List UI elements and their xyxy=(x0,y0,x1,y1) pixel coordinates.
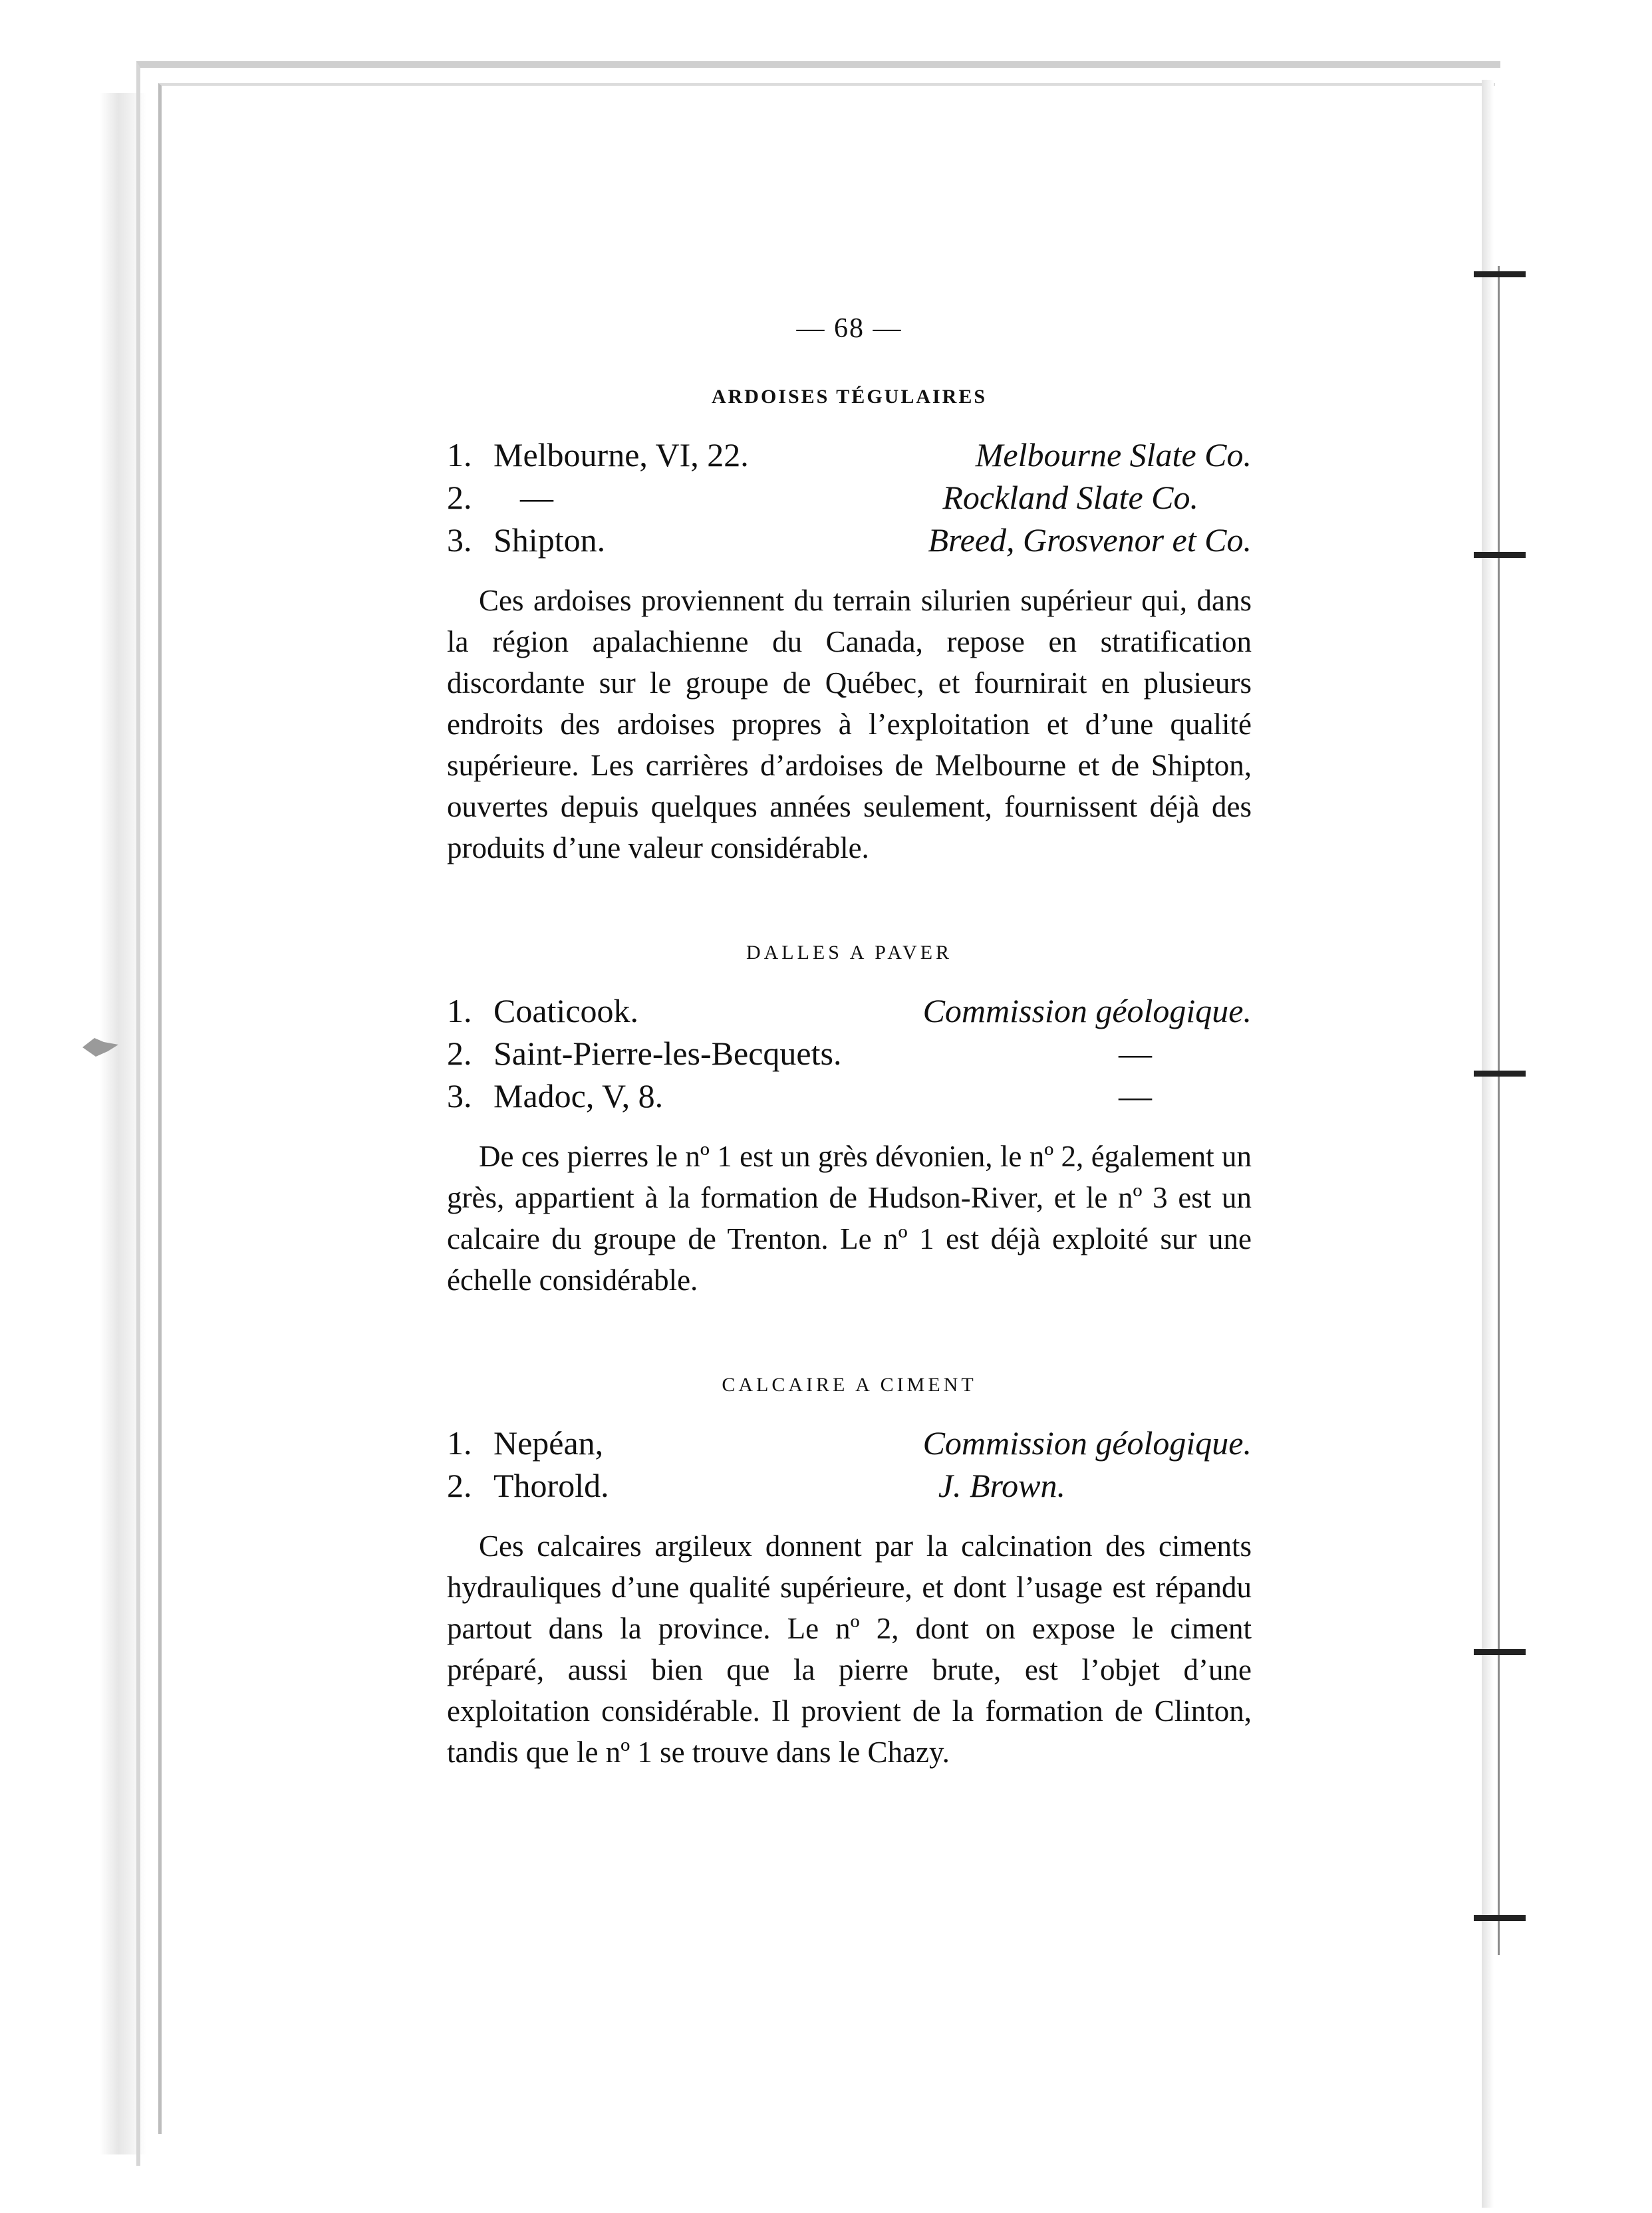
entry-number: 1. xyxy=(447,1424,472,1462)
entry-exhibitor: Rockland Slate Co. xyxy=(942,479,1198,516)
entry-number: 1. xyxy=(447,992,472,1029)
specimen-list xyxy=(447,1422,1252,1507)
paper-tear-mark xyxy=(81,1034,121,1061)
paragraph-text: Ces calcaires argileux donnent par la calcination des ciments hydrauliques d’une qualité supérieure, et dont l’usage est répandu partout dans la province. Le nº 2, dont on expose le ciment préparé, aussi bien que la pierre brute, est l’objet d’une exploitation considérable. Il provient de la formation de Clinton, tandis que le nº 1 se trouve dans le Chazy. xyxy=(447,1529,1252,1769)
specimen-list xyxy=(447,434,1252,561)
specimen-entry xyxy=(447,1422,1252,1464)
entry-number: 1. xyxy=(447,436,472,473)
section-paragraph xyxy=(447,1136,1252,1301)
entry-locality: Thorold. xyxy=(493,1467,609,1504)
section-heading: CALCAIRE A CIMENT xyxy=(722,1374,977,1396)
entry-locality: — xyxy=(520,479,553,516)
entry-locality: Shipton. xyxy=(493,521,606,559)
page-gutter xyxy=(1482,80,1494,2208)
binding-thread xyxy=(1498,266,1500,1955)
specimen-entry xyxy=(447,1464,1252,1507)
paragraph-text: Ces ardoises proviennent du terrain silurien supérieur qui, dans la région apalachienne du Canada, repose en stratification discordante sur le groupe de Québec, et fournirait en plusieurs endroits des ardoises propres à l’exploitation et d’une qualité supérieure. Les carrières d’ardoises de Melbourne et de Shipton, ouvertes depuis quelques années seulement, fournissent déjà des produits d’une valeur considérable. xyxy=(447,584,1252,864)
page-number: — 68 — xyxy=(796,313,902,344)
section-heading: ARDOISES TÉGULAIRES xyxy=(711,386,988,408)
entry-locality: Melbourne, VI, 22. xyxy=(493,436,749,473)
entry-locality: Saint-Pierre-les-Becquets. xyxy=(493,1035,842,1072)
entry-exhibitor: Melbourne Slate Co. xyxy=(975,436,1252,473)
specimen-entry xyxy=(447,519,1252,561)
entry-exhibitor: J. Brown. xyxy=(938,1467,1065,1504)
paragraph-text: De ces pierres le nº 1 est un grès dévonien, le nº 2, également un grès, appartient à la formation de Hudson-River, et le nº 3 est un calcaire du groupe de Trenton. Le nº 1 est déjà exploité sur une échelle considérable. xyxy=(447,1140,1252,1297)
entry-locality: Madoc, V, 8. xyxy=(493,1077,664,1114)
binding-stitch xyxy=(1474,1649,1526,1655)
binding-stitch xyxy=(1474,1071,1526,1077)
entry-exhibitor: — xyxy=(1119,1077,1152,1114)
page-content xyxy=(447,313,1252,1846)
entry-exhibitor: Commission géologique. xyxy=(922,1424,1252,1462)
entry-exhibitor: Commission géologique. xyxy=(922,992,1252,1029)
entry-locality: Nepéan, xyxy=(493,1424,604,1462)
specimen-list xyxy=(447,989,1252,1117)
entry-number: 2. xyxy=(447,479,472,516)
section-paragraph xyxy=(447,580,1252,868)
entry-number: 3. xyxy=(447,521,472,559)
section-heading: DALLES A PAVER xyxy=(746,942,953,964)
binding-stitch xyxy=(1474,271,1526,277)
entry-exhibitor: Breed, Grosvenor et Co. xyxy=(928,521,1252,559)
specimen-entry xyxy=(447,1075,1252,1117)
section-paragraph xyxy=(447,1525,1252,1773)
entry-locality: Coaticook. xyxy=(493,992,639,1029)
entry-number: 2. xyxy=(447,1035,472,1072)
binding-stitch xyxy=(1474,552,1526,558)
specimen-entry xyxy=(447,989,1252,1032)
entry-number: 3. xyxy=(447,1077,472,1114)
binding-stitch xyxy=(1474,1915,1526,1921)
entry-number: 2. xyxy=(447,1467,472,1504)
specimen-entry xyxy=(447,1032,1252,1075)
specimen-entry xyxy=(447,476,1252,519)
specimen-entry xyxy=(447,434,1252,476)
entry-exhibitor: — xyxy=(1119,1035,1152,1072)
